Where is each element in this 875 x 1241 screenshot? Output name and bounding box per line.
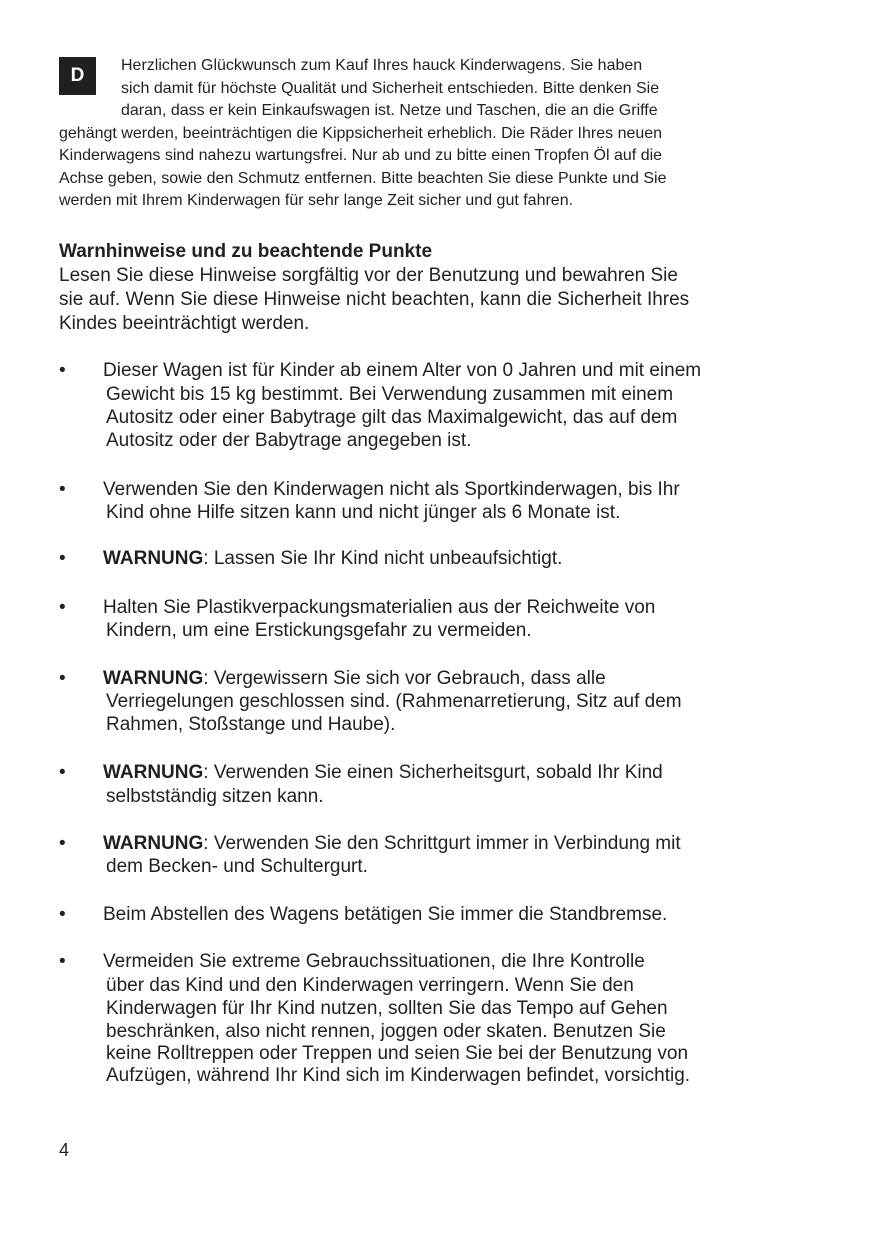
bullet-line: Halten Sie Plastikverpackungsmaterialien aus der Reichweite von [103,597,656,618]
bullet-marker: • [59,548,66,569]
bullet-line: selbstständig sitzen kann. [106,786,324,807]
bullet-line: beschränken, also nicht rennen, joggen oder skaten. Benutzen Sie [106,1021,666,1042]
bullet-line: dem Becken- und Schultergurt. [106,856,368,877]
bullet-marker: • [59,360,66,381]
warning-label: WARNUNG [103,833,204,854]
language-badge: D [59,57,96,95]
page-number: 4 [59,1140,70,1160]
bullet-marker: • [59,833,66,854]
warnings-intro-line: Kindes beeinträchtigt werden. [59,313,310,334]
warning-label: WARNUNG [103,762,204,783]
warning-label: WARNUNG [103,668,204,689]
bullet-line: Rahmen, Stoßstange und Haube). [106,714,396,735]
bullet-text: : Vergewissern Sie sich vor Gebrauch, dass alle [203,668,606,689]
bullet-line: Kind ohne Hilfe sitzen kann und nicht jünger als 6 Monate ist. [106,502,621,523]
warnings-heading: Warnhinweise und zu beachtende Punkte [59,241,433,262]
bullet-text: : Verwenden Sie den Schrittgurt immer in Verbindung mit [203,833,681,854]
intro-line: gehängt werden, beeinträchtigen die Kippsicherheit erheblich. Die Räder Ihres neuen [59,125,663,142]
intro-line: Herzlichen Glückwunsch zum Kauf Ihres hauck Kinderwagens. Sie haben [121,57,643,74]
bullet-line: über das Kind und den Kinderwagen verringern. Wenn Sie den [106,975,634,996]
bullet-text: : Verwenden Sie einen Sicherheitsgurt, sobald Ihr Kind [203,762,663,783]
intro-line: sich damit für höchste Qualität und Sicherheit entschieden. Bitte denken Sie [121,80,660,97]
bullet-marker: • [59,479,66,500]
bullet-line [103,833,681,855]
bullet-line: Verwenden Sie den Kinderwagen nicht als Sportkinderwagen, bis Ihr [103,479,680,500]
bullet-line: Dieser Wagen ist für Kinder ab einem Alter von 0 Jahren und mit einem [103,360,702,381]
bullet-line [103,548,562,570]
bullet-marker: • [59,762,66,783]
intro-line: werden mit Ihrem Kinderwagen für sehr lange Zeit sicher und gut fahren. [59,192,574,209]
bullet-line: Verriegelungen geschlossen sind. (Rahmenarretierung, Sitz auf dem [106,691,682,712]
warning-label: WARNUNG [103,548,204,569]
bullet-line [103,668,606,690]
bullet-marker: • [59,951,66,972]
bullet-marker: • [59,597,66,618]
bullet-line: Autositz oder einer Babytrage gilt das Maximalgewicht, das auf dem [106,407,678,428]
bullet-line [103,762,663,784]
bullet-line: Beim Abstellen des Wagens betätigen Sie immer die Standbremse. [103,904,668,925]
bullet-line: keine Rolltreppen oder Treppen und seien Sie bei der Benutzung von [106,1043,689,1064]
warnings-intro-line: Lesen Sie diese Hinweise sorgfältig vor der Benutzung und bewahren Sie [59,265,678,286]
warnings-intro-line: sie auf. Wenn Sie diese Hinweise nicht beachten, kann die Sicherheit Ihres [59,289,690,310]
bullet-text: : Lassen Sie Ihr Kind nicht unbeaufsichtigt. [203,548,563,569]
bullet-marker: • [59,904,66,925]
intro-line: Achse geben, sowie den Schmutz entfernen. Bitte beachten Sie diese Punkte und Sie [59,170,667,187]
bullet-line: Aufzügen, während Ihr Kind sich im Kinderwagen befindet, vorsichtig. [106,1065,691,1086]
bullet-line: Kindern, um eine Erstickungsgefahr zu vermeiden. [106,620,532,641]
bullet-marker: • [59,668,66,689]
bullet-line: Gewicht bis 15 kg bestimmt. Bei Verwendung zusammen mit einem [106,384,674,405]
intro-line: Kinderwagens sind nahezu wartungsfrei. Nur ab und zu bitte einen Tropfen Öl auf die [59,147,663,164]
bullet-line: Kinderwagen für Ihr Kind nutzen, sollten Sie das Tempo auf Gehen [106,998,668,1019]
bullet-line: Vermeiden Sie extreme Gebrauchssituationen, die Ihre Kontrolle [103,951,645,972]
bullet-line: Autositz oder der Babytrage angegeben ist. [106,430,472,451]
intro-line: daran, dass er kein Einkaufswagen ist. Netze und Taschen, die an die Griffe [121,102,658,119]
